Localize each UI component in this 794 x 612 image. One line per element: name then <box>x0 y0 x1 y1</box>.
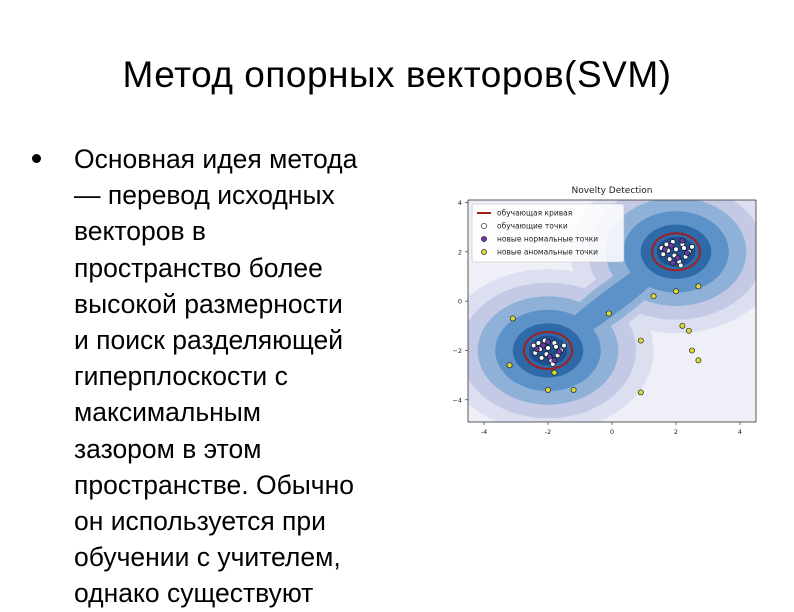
legend-label: обучающая кривая <box>497 208 573 218</box>
bullet-text <box>74 141 444 612</box>
bullet-line: высокой размерности <box>74 288 343 319</box>
normal-point <box>669 243 674 248</box>
abnormal-point <box>686 328 691 333</box>
training-point <box>674 247 679 252</box>
x-tick-label: 4 <box>737 428 743 436</box>
normal-point <box>662 247 667 252</box>
slide-title: Метод опорных векторов(SVM) <box>122 54 672 95</box>
training-point <box>678 263 683 268</box>
training-point <box>682 246 687 251</box>
abnormal-point <box>689 348 694 353</box>
bullet-line: он используется при <box>74 506 326 537</box>
bullet-line: Основная идея метода <box>74 144 358 174</box>
training-point <box>536 341 541 346</box>
normal-point <box>675 255 680 260</box>
abnormal-point <box>680 323 685 328</box>
y-tick-label: 0 <box>457 297 462 306</box>
abnormal-point <box>510 316 515 321</box>
abnormal-point <box>638 338 643 343</box>
y-tick-label: 4 <box>457 198 462 207</box>
bullet-line: максимальным <box>74 397 262 428</box>
x-tick-label: -2 <box>544 428 552 436</box>
y-tick-label: −2 <box>452 346 462 355</box>
normal-point <box>670 260 675 265</box>
abnormal-point <box>606 311 611 316</box>
bullet-line: — перевод исходных <box>74 180 335 211</box>
abnormal-point <box>696 284 701 289</box>
y-tick-label: −4 <box>452 396 462 405</box>
normal-point <box>547 354 552 359</box>
normal-point <box>680 238 685 243</box>
abnormal-point <box>552 370 557 375</box>
legend-label: новые нормальные точки <box>497 234 599 244</box>
normal-point <box>534 347 539 352</box>
abnormal-point <box>673 289 678 294</box>
bullet-line: векторов в <box>74 216 206 247</box>
training-point <box>539 355 544 360</box>
bullet-line: однако существуют <box>74 578 314 609</box>
chart-title: Novelty Detection <box>571 186 653 196</box>
normal-point <box>552 358 557 363</box>
legend-marker <box>481 223 486 228</box>
y-tick-label: 2 <box>457 248 462 257</box>
abnormal-point <box>545 387 550 392</box>
bullet-line: пространство более <box>74 252 323 283</box>
training-point <box>546 346 551 351</box>
x-tick-label: -4 <box>480 428 488 436</box>
bullet-line: зазором в этом <box>74 433 262 464</box>
bullet-line: гиперплоскости с <box>74 361 288 392</box>
novelty-detection-chart <box>438 178 768 440</box>
normal-point <box>545 339 550 344</box>
abnormal-point <box>651 294 656 299</box>
abnormal-point <box>571 387 576 392</box>
legend-label: обучающие точки <box>497 221 568 231</box>
legend-marker <box>481 249 486 254</box>
normal-point <box>557 349 562 354</box>
abnormal-point <box>507 363 512 368</box>
legend-marker <box>481 236 486 241</box>
training-point <box>562 343 567 348</box>
bullet-line: и поиск разделяющей <box>74 325 344 356</box>
abnormal-point <box>638 390 643 395</box>
training-point <box>690 244 695 249</box>
normal-point <box>685 250 690 255</box>
training-point <box>664 242 669 247</box>
abnormal-point <box>696 358 701 363</box>
bullet-line: пространстве. Обычно <box>74 469 354 500</box>
training-point <box>661 252 666 257</box>
legend-label: новые аномальные точки <box>497 247 599 257</box>
normal-point <box>541 343 546 348</box>
bullet-point-icon <box>32 154 41 163</box>
x-tick-label: 2 <box>673 428 679 436</box>
bullet-line: обучении с учителем, <box>74 542 341 573</box>
training-point <box>554 344 559 349</box>
x-tick-label: 0 <box>609 428 615 436</box>
